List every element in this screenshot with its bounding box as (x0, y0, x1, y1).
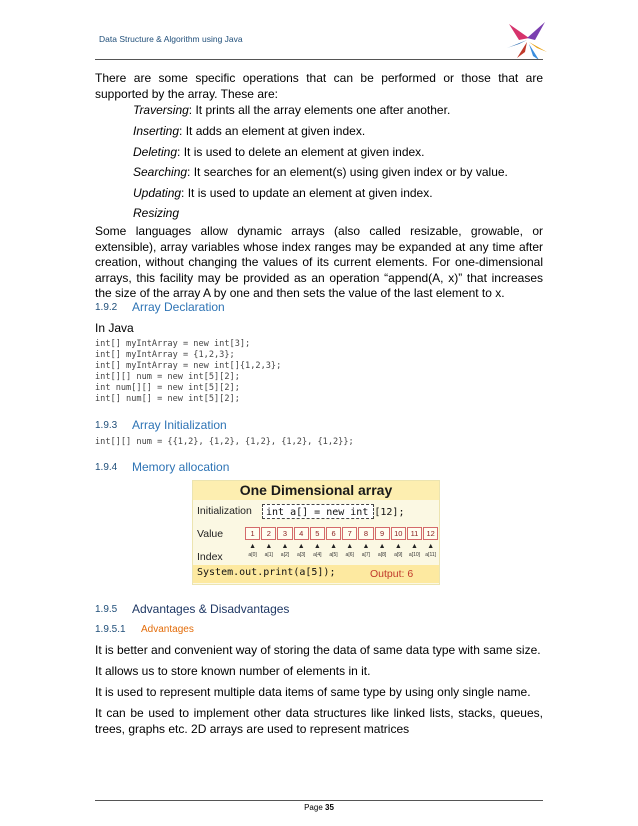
running-header: Data Structure & Algorithm using Java (99, 34, 243, 44)
up-arrow-icon: ▲ (297, 543, 305, 550)
operation-desc: : It is used to delete an element at given index. (177, 145, 425, 159)
operation-desc: : It adds an element at given index. (179, 124, 366, 138)
section-title-declaration: Array Declaration (132, 300, 225, 314)
array-figure (192, 480, 440, 585)
dynamic-arrays-paragraph: Some languages allow dynamic arrays (also called resizable, growable, or extensible), array variables whose index ranges may be expanded at any time after creation, without changing the values of its current elements. For one-dimensional arrays, this facility may be provided as an operation “append(A, x)” that increases the size of the array A by one and then sets the value of the last element to x. (95, 224, 543, 300)
up-arrow-icon: ▲ (346, 543, 354, 550)
index-label: Index (197, 551, 223, 563)
initialization-code-box: int a[] = new int [12]; (262, 504, 374, 519)
array-cell: 11 (407, 527, 422, 540)
array-cell: 12 (423, 527, 438, 540)
index-labels (245, 552, 439, 558)
operation-searching (133, 165, 508, 180)
up-arrow-icon: ▲ (362, 543, 370, 550)
array-cell: 8 (358, 527, 373, 540)
array-cell: 7 (342, 527, 357, 540)
array-cell: 3 (277, 527, 292, 540)
intro-paragraph: There are some specific operations that can be performed or those that are supported by the array. These are: (95, 71, 543, 101)
operation-desc: : It is used to update an element at given index. (181, 186, 433, 200)
index-label: a[9] (394, 552, 403, 558)
array-cell: 4 (294, 527, 309, 540)
operation-desc: : It searches for an element(s) using given index or by value. (187, 165, 508, 179)
index-label: a[8] (377, 552, 387, 558)
index-label: a[1] (264, 552, 273, 558)
operation-name: Updating (133, 186, 182, 200)
index-label: a[11] (425, 552, 437, 558)
value-cells (245, 527, 439, 540)
up-arrow-icon: ▲ (249, 543, 257, 550)
operation-inserting (133, 124, 365, 139)
array-cell: 10 (391, 527, 406, 540)
section-title-initialization: Array Initialization (132, 418, 227, 432)
up-arrow-icon: ▲ (427, 543, 435, 550)
index-label: a[0] (248, 552, 257, 558)
array-cell: 6 (326, 527, 341, 540)
up-arrow-icon: ▲ (265, 543, 273, 550)
up-arrow-icon: ▲ (313, 543, 321, 550)
page-footer (0, 803, 638, 812)
initialization-code: int[][] num = {{1,2}, {1,2}, {1,2}, {1,2}, {1,2}}; (95, 437, 354, 447)
figure-title: One Dimensional array (239, 482, 393, 498)
index-label: a[7] (361, 552, 371, 558)
section-number: 1.9.4 (95, 462, 118, 473)
advantage-item: It allows us to store known number of elements in it. (95, 664, 371, 678)
operation-resizing (133, 206, 179, 221)
in-java-label: In Java (95, 321, 134, 335)
operation-traversing (133, 103, 450, 118)
index-label: a[6] (345, 552, 354, 558)
section-number: 1.9.5 (95, 604, 118, 615)
up-arrow-icon: ▲ (411, 543, 418, 550)
array-cell: 1 (245, 527, 260, 540)
output-text: Output: 6 (370, 568, 414, 580)
initialization-label: Initialization (197, 505, 252, 517)
declaration-code: int[] myIntArray = new int[3]; int[] myIntArray = {1,2,3}; int[] myIntArray = new int[]{1,2,3}; int[][] num = new int[5][2]; int num[][] = new int[5][2]; int[] num[] = new int[5][2]; (95, 339, 282, 404)
advantage-item: It can be used to implement other data structures like linked lists, stacks, queues, trees, graphs etc. 2D arrays are used to represent matrices (95, 706, 543, 736)
operation-updating (133, 186, 433, 201)
section-title-memory: Memory allocation (132, 460, 230, 474)
header-rule (95, 59, 543, 60)
footer-rule (95, 800, 543, 801)
operation-name: Deleting (133, 145, 178, 159)
page-number: 35 (325, 803, 334, 812)
index-label: a[2] (280, 552, 290, 558)
index-arrows (245, 543, 439, 550)
up-arrow-icon: ▲ (330, 543, 337, 550)
operation-desc: : It prints all the array elements one after another. (188, 103, 451, 117)
subsection-title-advantages: Advantages (141, 624, 194, 635)
up-arrow-icon: ▲ (378, 543, 386, 550)
subsection-number: 1.9.5.1 (95, 624, 126, 635)
operation-name: Inserting (133, 124, 180, 138)
value-label: Value (197, 528, 224, 540)
print-statement: System.out.print(a[5]); (197, 567, 336, 578)
array-cell: 9 (375, 527, 390, 540)
up-arrow-icon: ▲ (281, 543, 289, 550)
logo-icon (505, 18, 549, 62)
index-label: a[4] (313, 552, 322, 558)
operation-name: Searching (133, 165, 188, 179)
operation-name: Resizing (133, 206, 180, 220)
operation-deleting (133, 145, 425, 160)
section-title-advantages-disadvantages: Advantages & Disadvantages (132, 602, 290, 616)
array-cell: 2 (261, 527, 276, 540)
advantage-item: It is better and convenient way of storing the data of same data type with same size. (95, 643, 541, 657)
section-number: 1.9.3 (95, 420, 118, 431)
index-label: a[10] (408, 552, 421, 558)
up-arrow-icon: ▲ (394, 543, 402, 550)
index-label: a[5] (329, 552, 338, 558)
array-cell: 5 (310, 527, 325, 540)
section-number: 1.9.2 (95, 302, 118, 313)
index-label: a[3] (296, 552, 306, 558)
page-label: Page (304, 803, 325, 812)
advantage-item: It is used to represent multiple data items of same type by using only single name. (95, 685, 531, 699)
operation-name: Traversing (133, 103, 189, 117)
